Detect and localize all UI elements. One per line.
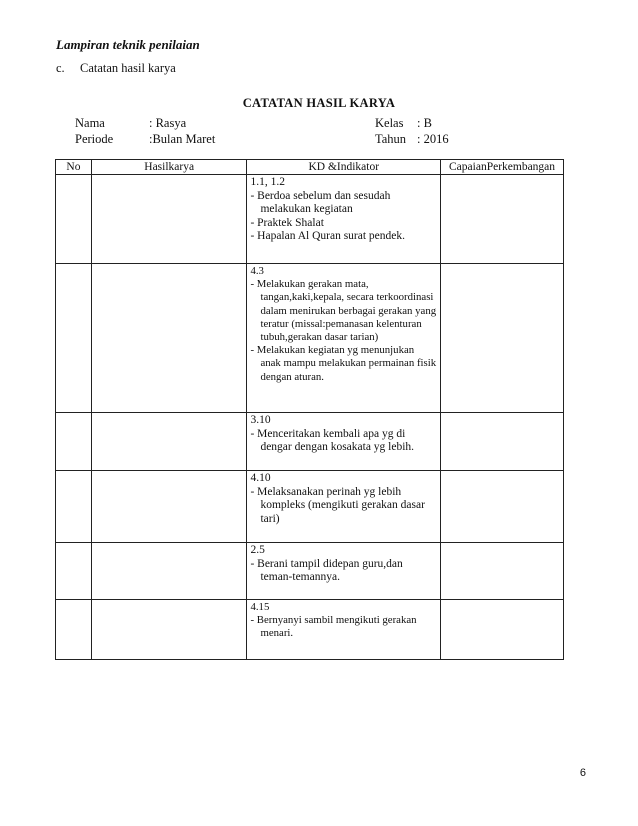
no-cell bbox=[56, 471, 92, 543]
tahun-value: : 2016 bbox=[417, 132, 449, 146]
no-cell bbox=[56, 543, 92, 600]
table-row bbox=[56, 600, 564, 660]
page-number: 6 bbox=[579, 767, 586, 779]
kd-code: 3.10 bbox=[250, 414, 271, 426]
capaian-cell bbox=[441, 543, 564, 600]
hasilkarya-cell bbox=[91, 264, 247, 413]
table-row bbox=[56, 175, 564, 264]
capaian-cell bbox=[441, 471, 564, 543]
section-text: Catatan hasil karya bbox=[80, 61, 176, 75]
hasilkarya-cell bbox=[91, 600, 247, 660]
indikator-item: - Melaksanakan perinah yg lebih kompleks (mengikuti gerakan dasar tari) bbox=[250, 485, 425, 525]
capaian-cell bbox=[441, 175, 564, 264]
hasilkarya-cell bbox=[91, 543, 247, 600]
lampiran-heading: Lampiran teknik penilaian bbox=[56, 37, 200, 52]
indikator-item: - Menceritakan kembali apa yg di dengar dengan kosakata yg lebih. bbox=[250, 427, 415, 454]
indikator-item: - Melakukan gerakan mata, tangan,kaki,kepala, secara terkoordinasi dalam menirukan berbagai gerakan yang teratur (missal:pemanasan kelenturan tubuh,gerakan dasar tarian) bbox=[250, 278, 437, 344]
indikator-item: - Berani tampil didepan guru,dan teman-temannya. bbox=[250, 557, 403, 584]
periode-field bbox=[75, 132, 215, 147]
kelas-label: Kelas bbox=[375, 116, 404, 130]
table-row bbox=[56, 413, 564, 471]
hasilkarya-cell bbox=[91, 413, 247, 471]
kd-code: 2.5 bbox=[250, 544, 265, 556]
kd-indikator-cell bbox=[247, 543, 441, 600]
no-cell bbox=[56, 600, 92, 660]
periode-label: Periode bbox=[75, 132, 114, 146]
periode-value: :Bulan Maret bbox=[149, 132, 216, 146]
nama-label: Nama bbox=[75, 116, 105, 130]
hasil-karya-table bbox=[55, 159, 564, 660]
document-title: CATATAN HASIL KARYA bbox=[242, 96, 396, 110]
table-header-row bbox=[56, 160, 564, 175]
hasilkarya-cell bbox=[91, 175, 247, 264]
header-kd-indikator: KD &Indikator bbox=[247, 160, 441, 175]
indikator-item: - Hapalan Al Quran surat pendek. bbox=[250, 230, 406, 243]
table-row bbox=[56, 264, 564, 413]
kd-code: 4.10 bbox=[250, 472, 271, 484]
kd-indikator-cell bbox=[247, 413, 441, 471]
indikator-item: - Bernyanyi sambil mengikuti gerakan menari. bbox=[250, 614, 417, 640]
kd-code: 1.1, 1.2 bbox=[250, 176, 285, 188]
section-letter: c. bbox=[56, 61, 65, 75]
no-cell bbox=[56, 175, 92, 264]
header-no: No bbox=[56, 160, 92, 175]
tahun-label: Tahun bbox=[375, 132, 407, 146]
kd-indikator-cell bbox=[247, 600, 441, 660]
header-capaian: CapaianPerkembangan bbox=[441, 160, 564, 175]
kd-code: 4.15 bbox=[250, 601, 270, 613]
section-subheading bbox=[56, 61, 176, 76]
hasilkarya-cell bbox=[91, 471, 247, 543]
nama-field bbox=[75, 116, 186, 131]
kd-indikator-cell bbox=[247, 175, 441, 264]
nama-value: : Rasya bbox=[149, 116, 187, 130]
capaian-cell bbox=[441, 600, 564, 660]
capaian-cell bbox=[441, 264, 564, 413]
no-cell bbox=[56, 264, 92, 413]
indikator-item: - Melakukan kegiatan yg menunjukan anak mampu melakukan permainan fisik dengan aturan. bbox=[250, 344, 437, 383]
capaian-cell bbox=[441, 413, 564, 471]
indikator-item: - Berdoa sebelum dan sesudah melakukan kegiatan bbox=[250, 189, 391, 216]
kelas-value: : B bbox=[417, 116, 432, 130]
no-cell bbox=[56, 413, 92, 471]
kd-code: 4.3 bbox=[250, 265, 264, 277]
header-hasilkarya: Hasilkarya bbox=[91, 160, 247, 175]
indikator-item: - Praktek Shalat bbox=[250, 216, 324, 229]
kelas-field bbox=[375, 116, 432, 131]
table-row bbox=[56, 471, 564, 543]
kd-indikator-cell bbox=[247, 264, 441, 413]
tahun-field bbox=[375, 132, 449, 147]
table-row bbox=[56, 543, 564, 600]
kd-indikator-cell bbox=[247, 471, 441, 543]
